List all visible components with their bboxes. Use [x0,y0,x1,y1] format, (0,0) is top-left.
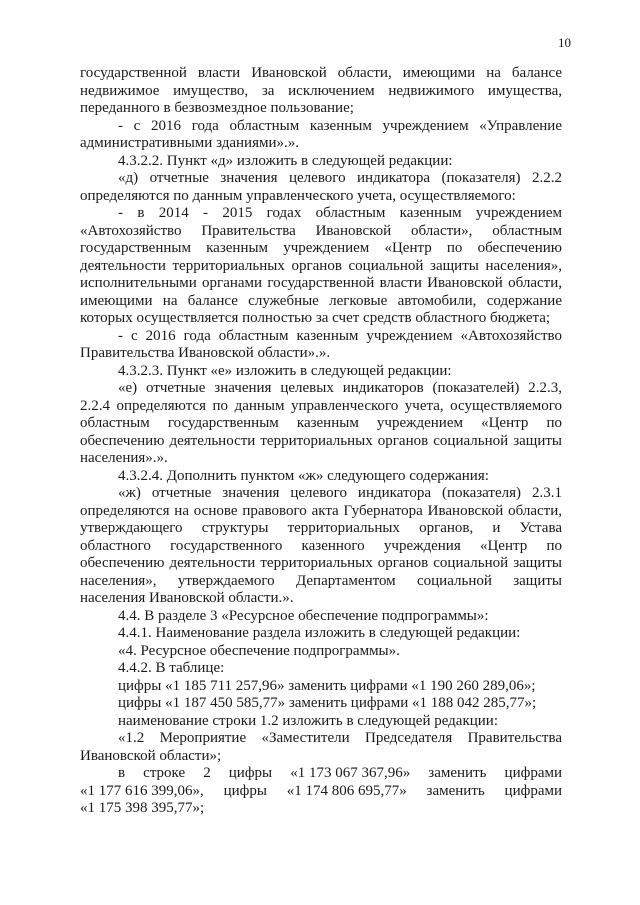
text-line: 2.2.4 определяются по данным управленческого учета, осуществляемого [80,397,562,414]
text-line: 4.4.2. В таблице: [118,660,225,676]
text-line: «4. Ресурсное обеспечение подпрограммы». [118,642,400,659]
text-line: определяются по данным управленческого учета, осуществляемого: [80,187,516,204]
text-line: - с 2016 года областным казенным учреждением «Автохозяйство [118,327,562,344]
paragraph-zh [80,485,562,608]
text-line: в строке 2 цифры «1 173 067 367,96» заменить цифрами [118,765,563,781]
document-body [80,65,562,818]
row-2-amount-replacement [80,765,562,818]
text-line: цифры «1 185 711 257,96» заменить цифрами «1 190 260 289,06»; [118,677,536,694]
clause-4-3-2-4-heading [80,468,562,486]
amount-replacement [80,695,562,713]
continued-paragraph [80,65,562,118]
row-1-2-title-quote [80,730,562,765]
text-line: цифры «1 187 450 585,77» заменить цифрами «1 188 042 285,77»; [118,695,537,711]
text-line: государственным казенным учреждением «Центр по обеспечению [80,240,562,256]
text-line: областного государственного казенного учреждения «Центр по [80,537,562,554]
text-line: недвижимое имущество, за исключением недвижимого имущества, [80,82,562,99]
text-line: населения Ивановской области.». [80,590,294,606]
text-line: 4.3.2.4. Дополнить пунктом «ж» следующего содержания: [118,467,489,484]
text-line: «ж) отчетные значения целевого индикатора (показателя) 2.3.1 [118,485,562,501]
text-line: утверждающего структуры территориальных органов, и Устава [80,520,562,536]
text-line: исполнительными органами государственной власти Ивановской области, [80,275,562,291]
text-line: 4.3.2.2. Пункт «д» изложить в следующей редакции: [118,152,453,169]
text-line: Ивановской области»; [80,747,222,764]
amount-digits: 1 174 806 695 [294,782,381,799]
clause-4-3-2-3-heading [80,363,562,381]
text-line: обеспечению деятельности территориальных органов социальной защиты [80,432,562,449]
text-line: определяются на основе правового акта Губернатора Ивановской области, [80,502,562,519]
text-line: - с 2016 года областным казенным учреждением «Управление [118,117,562,134]
text-line: имеющими на балансе служебные легковые автомобили, содержание [80,292,562,309]
text-line: 4.3.2.3. Пункт «е» изложить в следующей редакции: [118,362,452,379]
text-line: «1 177 616 399,06», цифры «1 174 806 695,77» заменить цифрами [80,782,562,799]
clause-4-3-2-2-heading [80,153,562,171]
clause-4-4-heading [80,608,562,626]
text-line: наименование строки 1.2 изложить в следующей редакции: [118,712,499,729]
amount-replacement [80,678,562,696]
text-line: административными зданиями».». [80,135,299,151]
amount-digits: 1 173 067 367 [297,765,384,781]
clause-4-4-1-heading [80,625,562,643]
paragraph-d [80,170,562,205]
section-title-quote [80,643,562,661]
text-line: переданного в безвозмездное пользование; [80,100,354,116]
amount-digits: 1 177 616 399 [87,782,174,799]
text-line: областным государственным казенным учреждением «Центр по [80,415,562,431]
text-line: обеспечению деятельности территориальных органов социальной защиты [80,555,562,571]
text-line: деятельности территориальных органов социальной защиты населения», [80,257,562,274]
list-item-paragraph [80,118,562,153]
text-line: - в 2014 - 2015 годах областным казенным учреждением [118,205,562,221]
list-item-paragraph [80,205,562,328]
text-line: которых осуществляется полностью за счет средств областного бюджета; [80,310,551,326]
text-line: «1 175 398 395,77»; [80,800,205,816]
row-rename-instruction [80,713,562,731]
page-number: 10 [558,35,571,50]
text-line: «е) отчетные значения целевых индикаторов (показателей) 2.2.3, [118,380,562,396]
paragraph-e [80,380,562,468]
text-line: 4.4.1. Наименование раздела изложить в следующей редакции: [118,625,521,641]
text-line: «Автохозяйство Правительства Ивановской области», областным [80,222,562,239]
text-line: «1.2 Мероприятие «Заместители Председателя Правительства [118,730,562,746]
text-line: «д) отчетные значения целевого индикатора (показателя) 2.2.2 [118,170,562,186]
text-line: населения».». [80,450,168,466]
text-line: государственной власти Ивановской области, имеющими на балансе [80,65,562,81]
text-line: Правительства Ивановской области».». [80,345,331,361]
text-line: 4.4. В разделе 3 «Ресурсное обеспечение подпрограммы»: [118,607,489,624]
list-item-paragraph [80,328,562,363]
text-line: населения», утверждаемого Департаментом социальной защиты [80,572,562,589]
clause-4-4-2-heading [80,660,562,678]
